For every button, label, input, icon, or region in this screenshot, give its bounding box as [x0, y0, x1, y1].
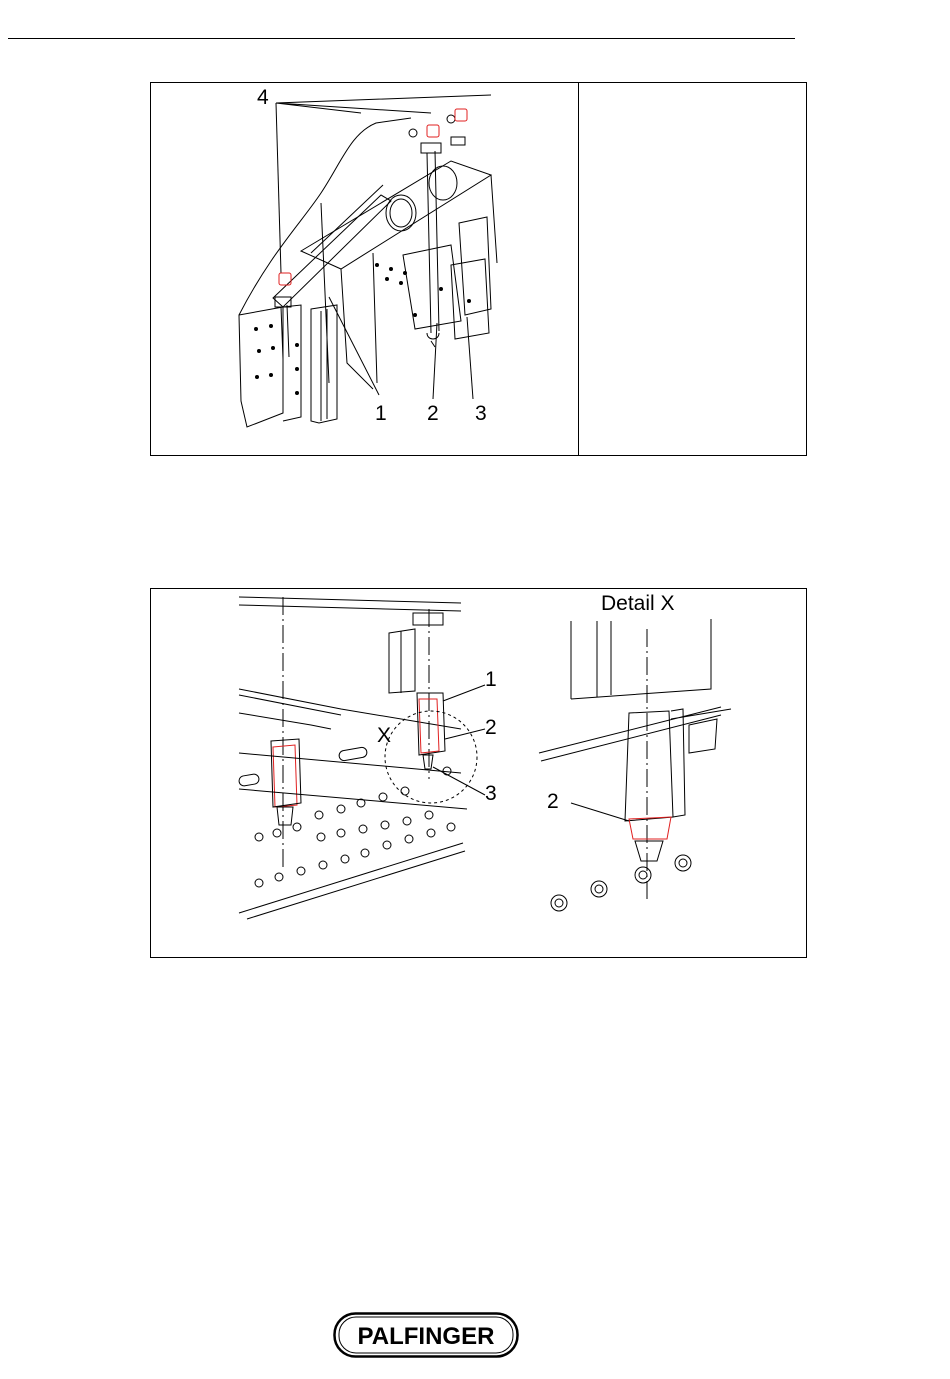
detail-callout-2: 2: [547, 790, 559, 813]
view-marker-x: X: [377, 724, 392, 747]
callout-3: 3: [485, 782, 497, 805]
figure-1-drawing: [151, 83, 578, 455]
figure-2-frame: [150, 588, 807, 958]
callout-4: 4: [257, 86, 269, 109]
callout-2: 2: [485, 716, 497, 739]
palfinger-logo: [333, 1312, 519, 1358]
header-rule: [8, 38, 795, 39]
figure-1-side-column-divider: [578, 83, 579, 455]
figure-2-drawing: [151, 589, 806, 957]
callout-1: 1: [375, 402, 387, 425]
detail-title: Detail X: [601, 592, 675, 615]
callout-1: 1: [485, 668, 497, 691]
callout-2: 2: [427, 402, 439, 425]
figure-1-frame: [150, 82, 807, 456]
callout-3: 3: [475, 402, 487, 425]
logo-text: PALFINGER: [357, 1323, 495, 1350]
